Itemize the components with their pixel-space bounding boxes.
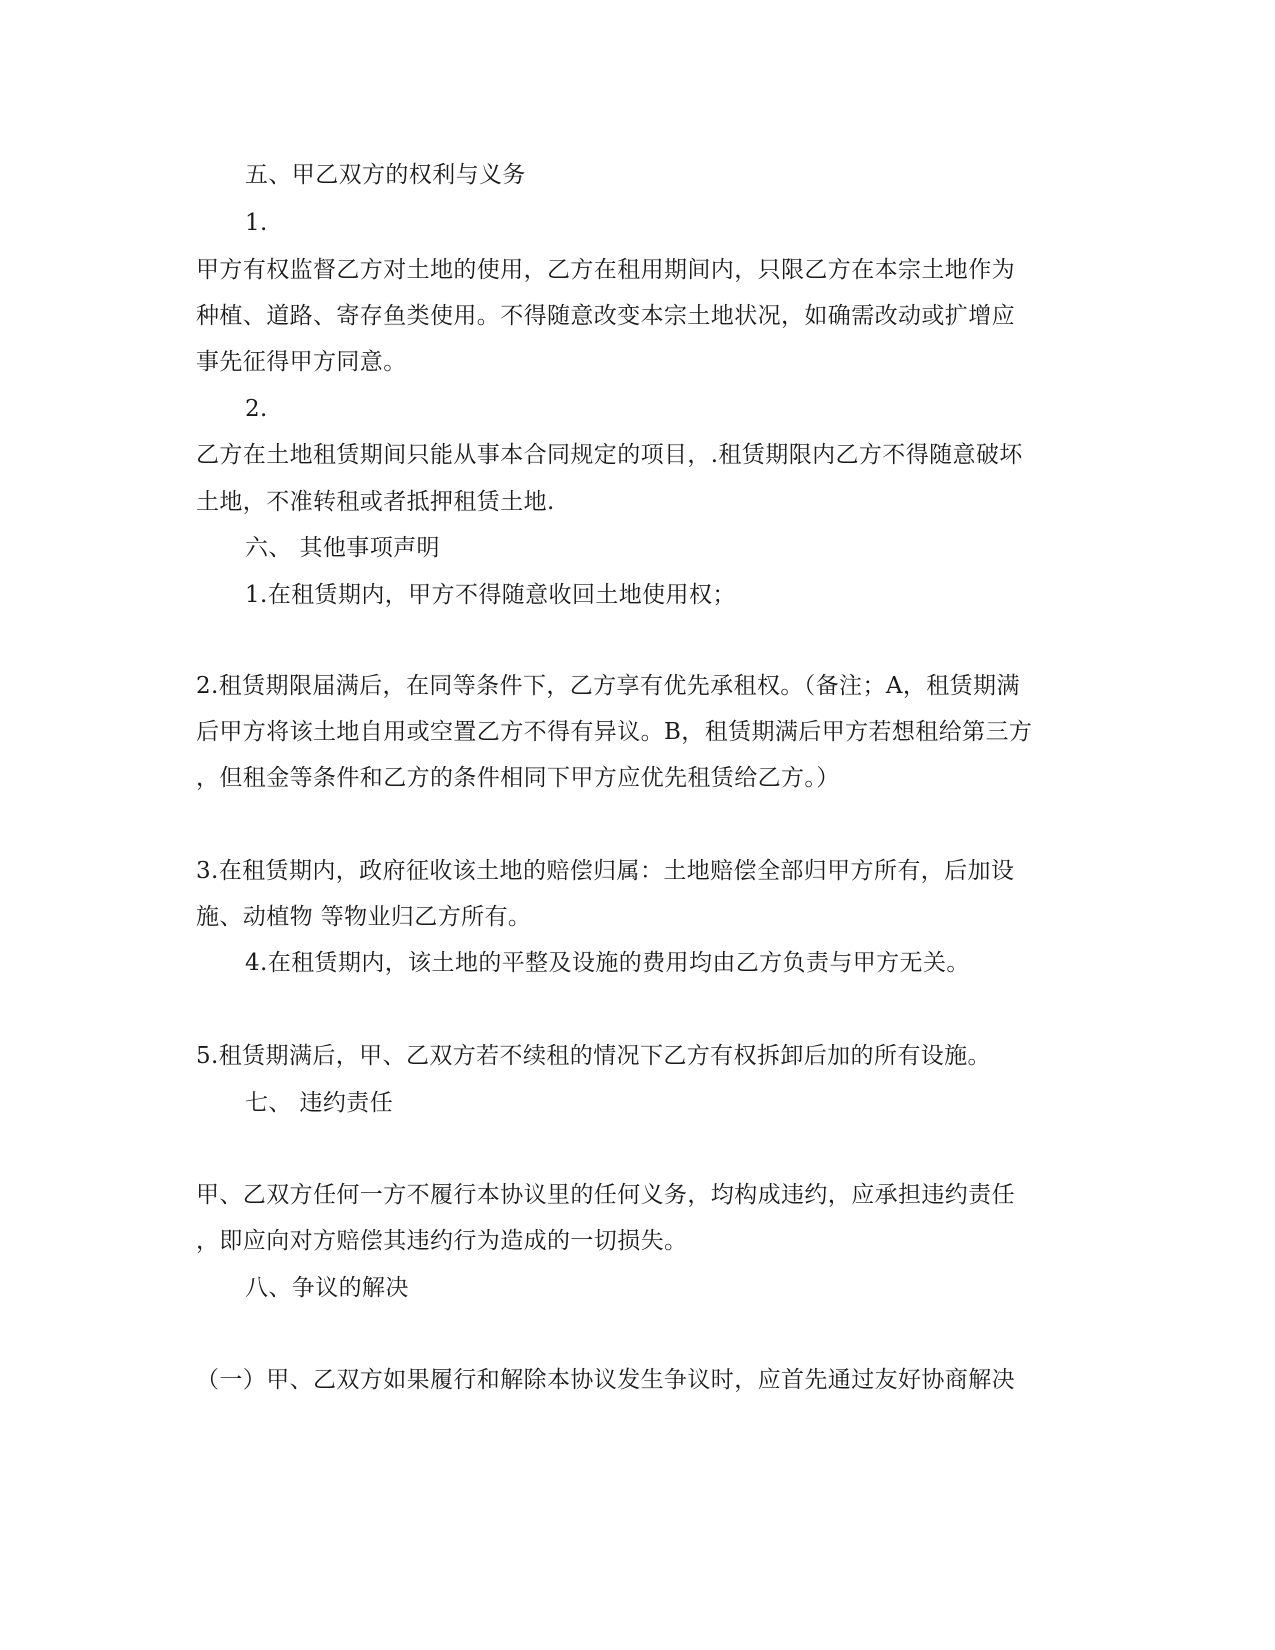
paragraph-line: 甲、乙双方任何一方不履行本协议里的任何义务，均构成违约，应承担违约责任 [196,1182,1015,1208]
paragraph-line: 1.在租赁期内，甲方不得随意收回土地使用权； [245,582,736,608]
paragraph-line: 5.租赁期满后，甲、乙双方若不续租的情况下乙方有权拆卸后加的所有设施。 [196,1043,991,1069]
paragraph-line: 土地，不准转租或者抵押租赁土地. [196,489,555,515]
paragraph-line: ，即应向对方赔偿其违约行为造成的一切损失。 [196,1228,688,1254]
paragraph-line: 种植、道路、寄存鱼类使用。不得随意改变本宗土地状况，如确需改动或扩增应 [196,303,1015,329]
paragraph-line: 4.在租赁期内，该土地的平整及设施的费用均由乙方负责与甲方无关。 [245,950,970,976]
paragraph-line: 施、动植物 等物业归乙方所有。 [196,904,532,930]
section-heading-6: 六、 其他事项声明 [245,535,440,561]
paragraph-line: ，但租金等条件和乙方的条件相同下甲方应优先租赁给乙方。） [196,765,840,791]
paragraph-line: 乙方在土地租赁期间只能从事本合同规定的项目，.租赁期限内乙方不得随意破坏 [196,442,1023,468]
section-heading-7: 七、 违约责任 [245,1090,394,1116]
paragraph-line: 事先征得甲方同意。 [196,349,407,375]
paragraph-line: 后甲方将该土地自用或空置乙方不得有异议。B，租赁期满后甲方若想租给第三方 [196,719,1033,745]
item-number: 1. [245,210,268,236]
paragraph-line: （一）甲、乙双方如果履行和解除本协议发生争议时，应首先通过友好协商解决 [196,1367,1015,1393]
section-heading-8: 八、争议的解决 [245,1275,409,1301]
item-number: 2. [245,396,268,422]
section-heading-5: 五、甲乙双方的权利与义务 [245,162,526,188]
paragraph-line: 甲方有权监督乙方对土地的使用，乙方在租用期间内，只限乙方在本宗土地作为 [196,257,1015,283]
paragraph-line: 3.在租赁期内，政府征收该土地的赔偿归属：土地赔偿全部归甲方所有，后加设 [196,858,1015,884]
paragraph-line: 2.租赁期限届满后，在同等条件下，乙方享有优先承租权。（备注；A，租赁期满 [196,673,1020,699]
